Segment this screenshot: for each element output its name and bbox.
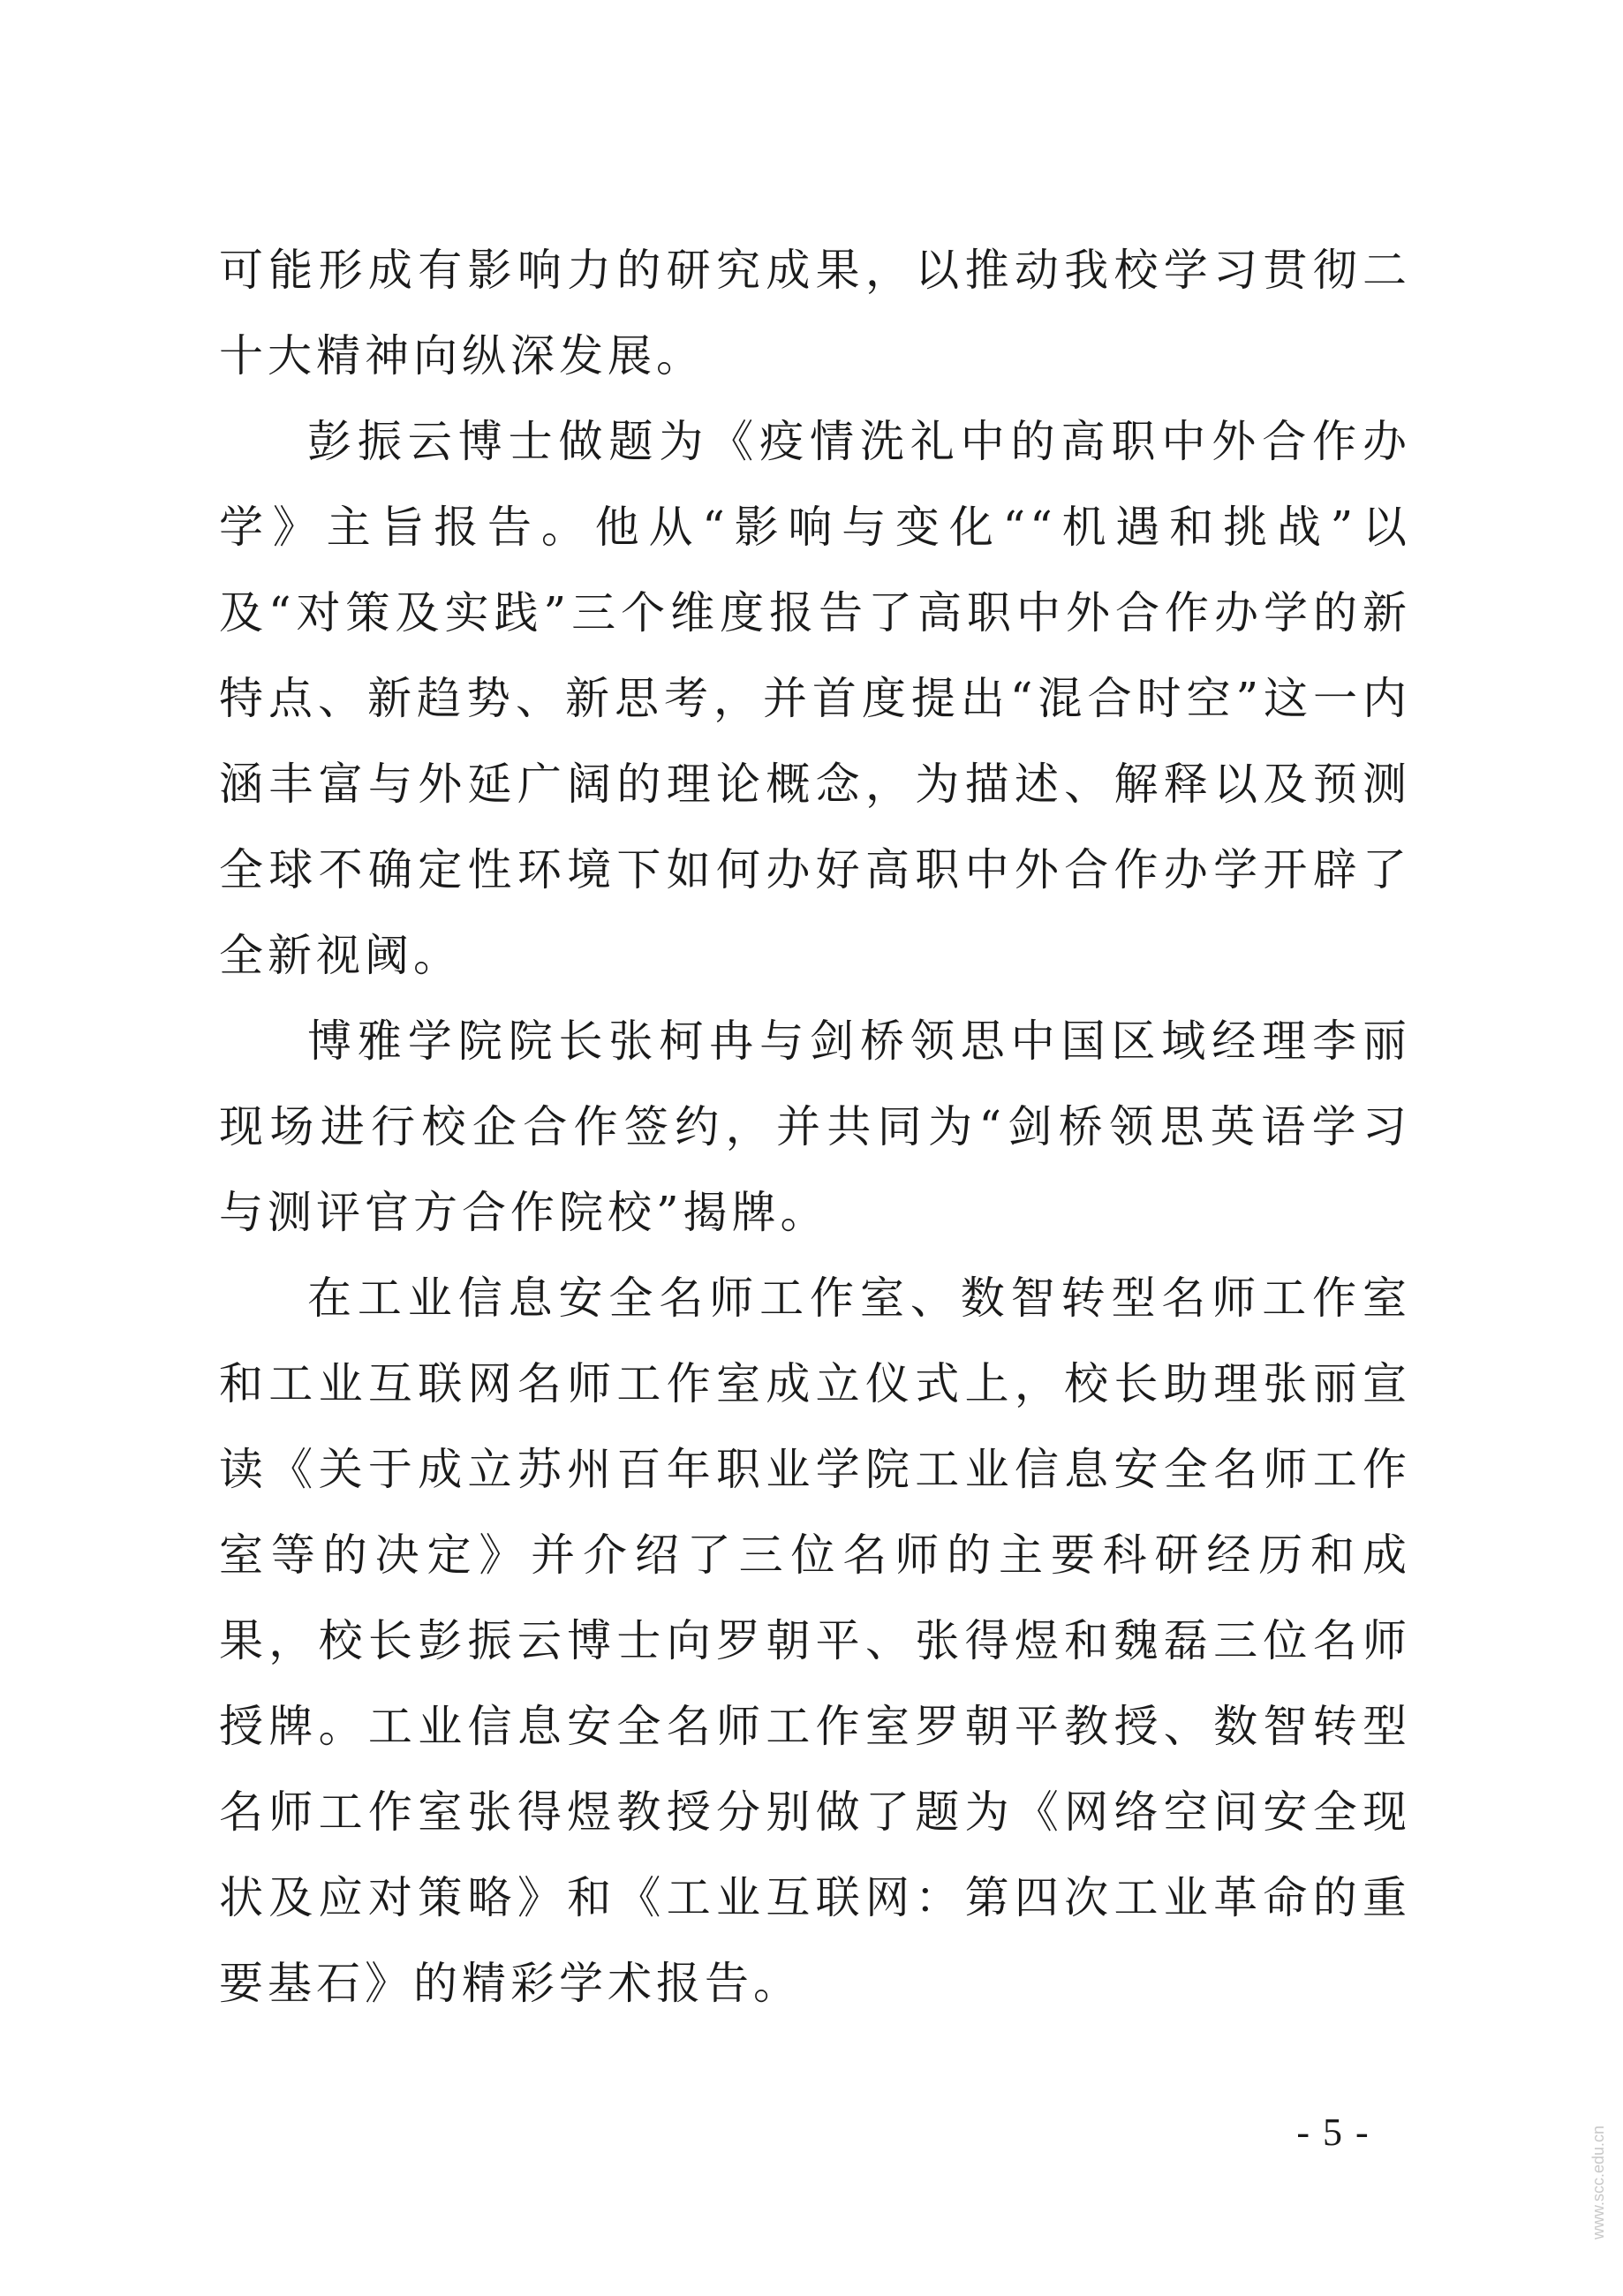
- site-watermark: www.scc.edu.cn: [1589, 2125, 1607, 2239]
- document-body: [219, 228, 1411, 2027]
- paragraph-signing-ceremony: 博雅学院院长张柯冉与剑桥领思中国区域经理李丽现场进行校企合作签约，并共同为“剑桥领思英语学习与测评官方合作院校”揭牌。: [219, 1016, 1411, 1238]
- paragraph-keynote-report: 彭振云博士做题为《疫情洗礼中的高职中外合作办学》主旨报告。他从“影响与变化““机遇和挑战”以及“对策及实践”三个维度报告了高职中外合作办学的新特点、新趋势、新思考，并首度提出“混合时空”这一内涵丰富与外延广阔的理论概念，为描述、解释以及预测全球不确定性环境下如何办好高职中外合作办学开辟了全新视阈。: [219, 416, 1411, 981]
- paragraph-continuation: 可能形成有影响力的研究成果，以推动我校学习贯彻二十大精神向纵深发展。: [219, 245, 1411, 381]
- paragraph-studio-founding: 在工业信息安全名师工作室、数智转型名师工作室和工业互联网名师工作室成立仪式上，校长助理张丽宣读《关于成立苏州百年职业学院工业信息安全名师工作室等的决定》并介绍了三位名师的主要科研经历和成果，校长彭振云博士向罗朝平、张得煜和魏磊三位名师授牌。工业信息安全名师工作室罗朝平教授、数智转型名师工作室张得煜教授分别做了题为《网络空间安全现状及应对策略》和《工业互联网：第四次工业革命的重要基石》的精彩学术报告。: [219, 1273, 1411, 2009]
- page-number: - 5 -: [1296, 2111, 1370, 2154]
